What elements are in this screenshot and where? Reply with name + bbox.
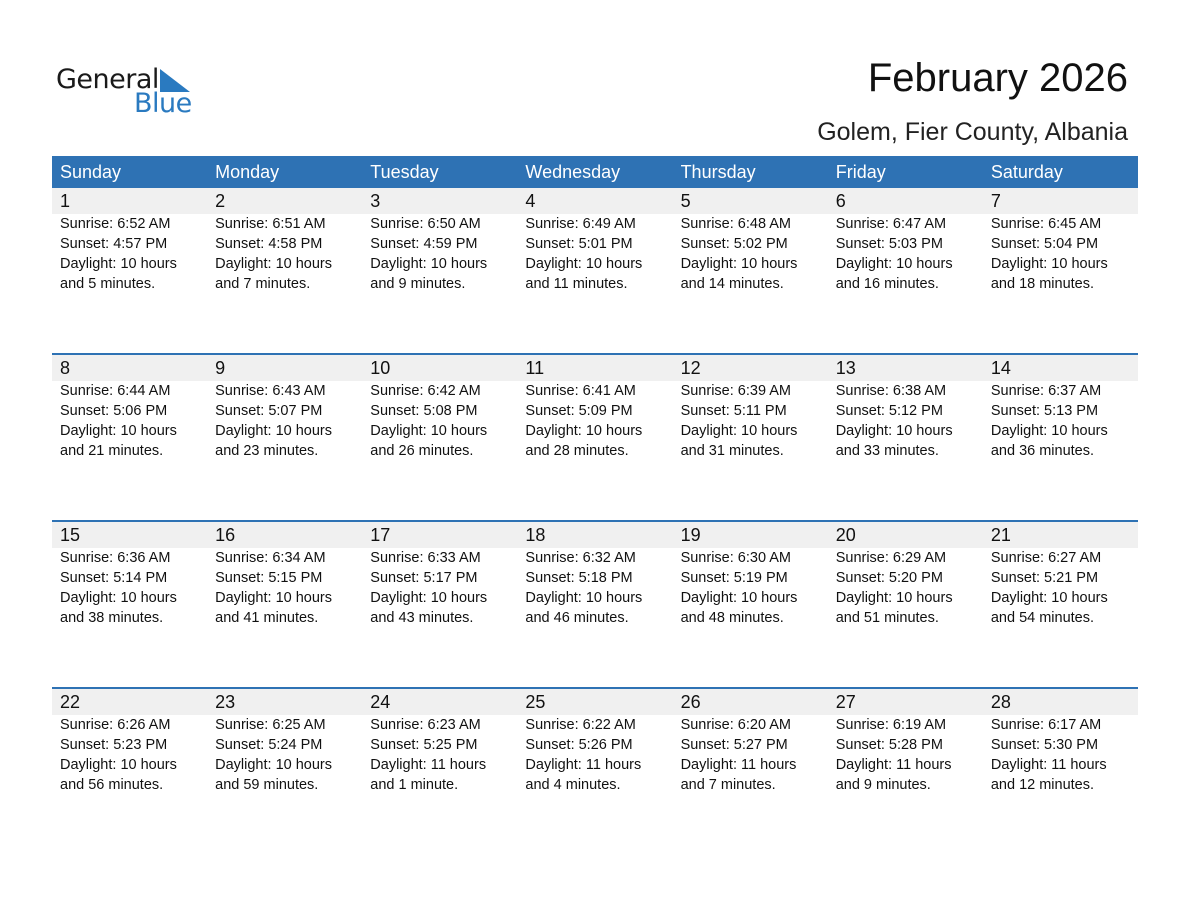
sunrise-time: Sunrise: 6:17 AM [990,717,1102,733]
sunset-time: Sunset: 5:12 PM [835,403,943,419]
daylight-hours: Daylight: 10 hours [215,590,333,606]
sunrise-time: Sunrise: 6:30 AM [680,550,791,566]
daylight-hours: Daylight: 10 hours [370,256,488,272]
day-cell [52,355,207,461]
daylight-hours: Daylight: 10 hours [215,757,333,773]
daylight-minutes: and 14 minutes. [680,276,784,292]
sunset-time: Sunset: 5:17 PM [370,570,478,586]
calendar-grid [52,156,1138,854]
sunset-time: Sunset: 5:14 PM [60,570,168,586]
daylight-hours: Daylight: 10 hours [215,256,333,272]
daylight-minutes: and 1 minute. [370,777,459,793]
sunset-time: Sunset: 5:01 PM [525,236,633,252]
daylight-minutes: and 5 minutes. [60,276,156,292]
sunrise-time: Sunrise: 6:25 AM [215,717,326,733]
day-number: 15 [60,525,81,545]
logo-text-general: General [56,64,159,95]
daylight-hours: Daylight: 11 hours [680,757,797,773]
sunset-time: Sunset: 5:06 PM [60,403,168,419]
day-cell [983,355,1138,461]
daylight-hours: Daylight: 10 hours [60,256,177,272]
daylight-minutes: and 48 minutes. [680,610,784,626]
daylight-minutes: and 38 minutes. [60,610,164,626]
daylight-minutes: and 54 minutes. [990,610,1095,626]
day-number: 18 [525,525,546,545]
daylight-minutes: and 9 minutes. [370,276,466,292]
day-number: 16 [215,525,236,545]
day-number: 3 [370,191,381,211]
daylight-minutes: and 56 minutes. [60,777,164,793]
weekday-header-row [52,156,1138,188]
sunset-time: Sunset: 5:04 PM [990,236,1099,252]
sunrise-time: Sunrise: 6:37 AM [990,383,1102,399]
daylight-minutes: and 4 minutes. [525,777,621,793]
daylight-hours: Daylight: 10 hours [680,590,798,606]
sunset-time: Sunset: 5:03 PM [835,236,943,252]
page-title: February 2026 [867,56,1128,100]
sunrise-time: Sunrise: 6:43 AM [215,383,326,399]
daylight-hours: Daylight: 10 hours [525,423,643,439]
day-cell [207,522,362,628]
daylight-minutes: and 7 minutes. [680,777,776,793]
daylight-hours: Daylight: 10 hours [835,256,953,272]
day-cell [517,355,672,461]
day-cell [362,188,517,294]
daylight-hours: Daylight: 10 hours [60,590,177,606]
day-number: 21 [990,525,1011,545]
sunset-time: Sunset: 5:13 PM [990,403,1099,419]
daylight-minutes: and 59 minutes. [215,777,319,793]
weekday-monday: Monday [215,162,280,182]
daylight-hours: Daylight: 10 hours [680,423,798,439]
daylight-hours: Daylight: 10 hours [60,423,177,439]
day-number: 5 [680,191,691,211]
daylight-hours: Daylight: 10 hours [215,423,333,439]
sunrise-time: Sunrise: 6:50 AM [370,216,481,232]
day-cell [673,689,828,795]
day-cell [673,355,828,461]
day-cell [207,689,362,795]
sunrise-time: Sunrise: 6:38 AM [835,383,947,399]
day-cell [362,522,517,628]
daylight-hours: Daylight: 11 hours [525,757,642,773]
day-number: 19 [680,525,701,545]
sunrise-time: Sunrise: 6:32 AM [525,550,636,566]
daylight-hours: Daylight: 10 hours [990,590,1108,606]
day-number: 10 [370,358,391,378]
day-number: 13 [835,358,856,378]
week-grid [52,522,1138,628]
sunrise-time: Sunrise: 6:41 AM [525,383,636,399]
sunset-time: Sunset: 5:11 PM [680,403,787,419]
daylight-minutes: and 41 minutes. [215,610,319,626]
sunrise-time: Sunrise: 6:51 AM [215,216,326,232]
day-cell [207,188,362,294]
day-cell [983,522,1138,628]
day-number: 25 [525,692,546,712]
sunset-time: Sunset: 5:25 PM [370,737,478,753]
sunrise-time: Sunrise: 6:48 AM [680,216,791,232]
day-cell [362,689,517,795]
day-number: 14 [990,358,1011,378]
sunset-time: Sunset: 5:02 PM [680,236,788,252]
daylight-minutes: and 7 minutes. [215,276,311,292]
day-number: 8 [60,358,71,378]
sunrise-time: Sunrise: 6:23 AM [370,717,481,733]
day-cell [52,522,207,628]
week-row [52,188,1138,353]
day-number: 23 [215,692,236,712]
daylight-hours: Daylight: 10 hours [370,423,488,439]
sunrise-time: Sunrise: 6:47 AM [835,216,947,232]
daylight-minutes: and 33 minutes. [835,443,939,459]
sunrise-time: Sunrise: 6:36 AM [60,550,171,566]
day-cell [517,689,672,795]
day-number: 1 [60,191,71,211]
daylight-minutes: and 18 minutes. [990,276,1095,292]
sunrise-time: Sunrise: 6:19 AM [835,717,947,733]
daylight-minutes: and 21 minutes. [60,443,164,459]
day-cell [828,355,983,461]
daylight-minutes: and 46 minutes. [525,610,629,626]
day-cell [828,689,983,795]
daylight-minutes: and 51 minutes. [835,610,939,626]
sunrise-time: Sunrise: 6:26 AM [60,717,171,733]
sunrise-time: Sunrise: 6:29 AM [835,550,947,566]
day-cell [52,689,207,795]
daylight-minutes: and 26 minutes. [370,443,474,459]
week-grid [52,355,1138,461]
day-number: 28 [990,692,1011,712]
daylight-hours: Daylight: 10 hours [525,590,643,606]
sunrise-time: Sunrise: 6:20 AM [680,717,791,733]
sunrise-time: Sunrise: 6:42 AM [370,383,481,399]
sunrise-time: Sunrise: 6:33 AM [370,550,481,566]
daylight-hours: Daylight: 10 hours [680,256,798,272]
sunset-time: Sunset: 4:57 PM [60,236,168,252]
week-row [52,353,1138,520]
day-cell [828,188,983,294]
daylight-minutes: and 16 minutes. [835,276,939,292]
daylight-minutes: and 23 minutes. [215,443,319,459]
weekday-thursday: Thursday [680,162,756,182]
daylight-hours: Daylight: 10 hours [835,590,953,606]
week-grid [52,188,1138,294]
sunset-time: Sunset: 5:15 PM [215,570,323,586]
day-number: 22 [60,692,81,712]
weekday-wednesday: Wednesday [525,162,621,182]
daylight-hours: Daylight: 10 hours [990,423,1108,439]
daylight-minutes: and 36 minutes. [990,443,1095,459]
day-number: 7 [990,191,1001,211]
day-cell [983,188,1138,294]
day-number: 2 [215,191,226,211]
sunrise-time: Sunrise: 6:45 AM [990,216,1102,232]
day-number: 24 [370,692,391,712]
daylight-hours: Daylight: 11 hours [370,757,487,773]
day-number: 12 [680,358,701,378]
daylight-minutes: and 12 minutes. [990,777,1095,793]
week-grid [52,689,1138,795]
week-row [52,520,1138,687]
sunrise-time: Sunrise: 6:34 AM [215,550,326,566]
sunset-time: Sunset: 4:59 PM [370,236,478,252]
logo-text-blue: Blue [134,88,192,119]
sunset-time: Sunset: 5:26 PM [525,737,633,753]
sunset-time: Sunset: 5:27 PM [680,737,788,753]
sunset-time: Sunset: 5:28 PM [835,737,943,753]
sunset-time: Sunset: 5:24 PM [215,737,323,753]
daylight-hours: Daylight: 10 hours [370,590,488,606]
daylight-minutes: and 11 minutes. [525,276,628,292]
day-number: 20 [835,525,856,545]
day-cell [52,188,207,294]
daylight-hours: Daylight: 11 hours [835,757,952,773]
sunset-time: Sunset: 5:20 PM [835,570,943,586]
weekday-friday: Friday [835,162,886,182]
location-subtitle: Golem, Fier County, Albania [817,118,1128,146]
sunset-time: Sunset: 5:18 PM [525,570,633,586]
day-cell [673,522,828,628]
sunrise-time: Sunrise: 6:44 AM [60,383,171,399]
sunset-time: Sunset: 5:19 PM [680,570,788,586]
daylight-hours: Daylight: 10 hours [990,256,1108,272]
daylight-minutes: and 43 minutes. [370,610,474,626]
day-number: 17 [370,525,391,545]
day-number: 9 [215,358,226,378]
sunset-time: Sunset: 5:21 PM [990,570,1099,586]
daylight-minutes: and 31 minutes. [680,443,784,459]
week-row [52,687,1138,854]
daylight-hours: Daylight: 11 hours [990,757,1107,773]
day-number: 27 [835,692,856,712]
sunset-time: Sunset: 5:08 PM [370,403,478,419]
day-cell [828,522,983,628]
daylight-hours: Daylight: 10 hours [835,423,953,439]
sunrise-time: Sunrise: 6:27 AM [990,550,1102,566]
daylight-minutes: and 28 minutes. [525,443,629,459]
day-number: 11 [525,358,545,378]
sunset-time: Sunset: 5:09 PM [525,403,633,419]
weekday-tuesday: Tuesday [370,162,439,182]
day-cell [517,188,672,294]
day-number: 26 [680,692,701,712]
daylight-minutes: and 9 minutes. [835,777,931,793]
day-cell [517,522,672,628]
weekday-sunday: Sunday [60,162,122,182]
generalblue-logo [56,64,206,120]
sunset-time: Sunset: 5:30 PM [990,737,1099,753]
sunset-time: Sunset: 5:23 PM [60,737,168,753]
day-cell [207,355,362,461]
weeks-container [52,188,1138,854]
day-cell [983,689,1138,795]
sunrise-time: Sunrise: 6:39 AM [680,383,791,399]
sunset-time: Sunset: 4:58 PM [215,236,323,252]
sunset-time: Sunset: 5:07 PM [215,403,323,419]
day-number: 4 [525,191,536,211]
daylight-hours: Daylight: 10 hours [60,757,177,773]
day-cell [673,188,828,294]
day-number: 6 [835,191,846,211]
sunrise-time: Sunrise: 6:22 AM [525,717,636,733]
sunrise-time: Sunrise: 6:49 AM [525,216,636,232]
sunrise-time: Sunrise: 6:52 AM [60,216,171,232]
day-cell [362,355,517,461]
daylight-hours: Daylight: 10 hours [525,256,643,272]
weekday-saturday: Saturday [990,162,1063,182]
